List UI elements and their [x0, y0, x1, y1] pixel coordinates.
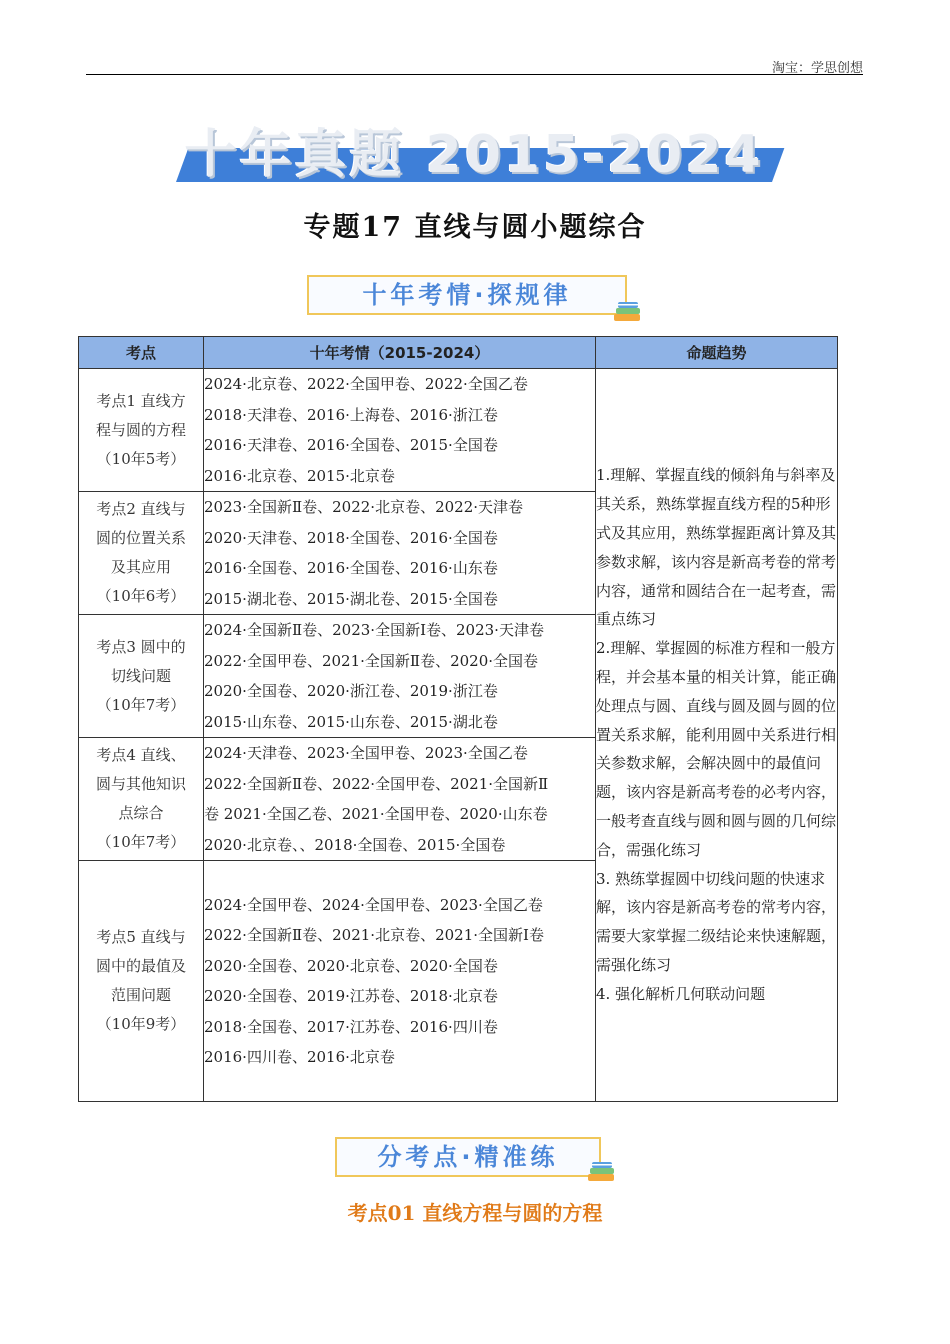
years-line: 2016·全国卷、2016·全国卷、2016·山东卷 [204, 559, 498, 577]
kaodian-cell [79, 861, 204, 1102]
kaodian-line: （10年5考） [96, 449, 186, 468]
years-line: 2020·天津卷、2018·全国卷、2016·全国卷 [204, 528, 498, 547]
kaodian-line: 切线问题 [110, 666, 171, 685]
kaodian-line: 考点1 直线方 [96, 391, 186, 410]
years-line: 2020·全国卷、2020·北京卷、2020·全国卷 [204, 956, 498, 975]
kaodian-line: （10年7考） [96, 695, 186, 714]
section-title: 考点01 直线方程与圆的方程 [347, 1201, 603, 1225]
kaodian-line: 圆的位置关系 [95, 529, 186, 547]
years-line: 卷 2021·全国乙卷、2021·全国甲卷、2020·山东卷 [204, 805, 548, 823]
table-row [79, 369, 838, 492]
years-line: 2016·天津卷、2016·全国卷、2015·全国卷 [204, 436, 498, 454]
header-shop-text: 淘宝：学思创想 [771, 61, 863, 76]
trend-paragraph: 1.理解、掌握直线的倾斜角与斜率及其关系，熟练掌握直线方程的5种形式及其应用，熟练掌握距离计算及其参数求解，该内容是新高考卷的常考内容，通常和圆结合在一起考查，需重点练习 [596, 466, 837, 629]
years-line: 2023·全国新Ⅱ卷、2022·北京卷、2022·天津卷 [204, 498, 524, 516]
kaodian-line: 圆与其他知识 [95, 775, 186, 793]
years-line: 2022·全国新Ⅱ卷、2022·全国甲卷、2021·全国新Ⅱ [204, 774, 549, 793]
kaodian-line: 程与圆的方程 [95, 420, 186, 439]
kaodian-line: 考点3 圆中的 [96, 637, 186, 656]
kaodian-line: 考点2 直线与 [96, 500, 186, 518]
header-ten-year: 十年考情（2015-2024） [204, 337, 596, 369]
years-line: 2024·全国甲卷、2024·全国甲卷、2023·全国乙卷 [204, 895, 543, 914]
kaodian-line: 圆中的最值及 [95, 957, 186, 975]
trend-paragraph: 3. 熟练掌握圆中切线问题的快速求解，该内容是新高考卷的常考内容，需要大家掌握二级结论来快速解题，需强化练习 [596, 869, 837, 974]
banner [176, 112, 772, 184]
years-line: 2015·山东卷、2015·山东卷、2015·湖北卷 [204, 712, 498, 731]
books-icon [586, 1158, 618, 1184]
years-cell [204, 615, 596, 738]
years-line: 2024·北京卷、2022·全国甲卷、2022·全国乙卷 [204, 375, 528, 393]
kaodian-line: （10年6考） [96, 587, 186, 605]
exam-stats-table [78, 336, 838, 1102]
years-line: 2018·全国卷、2017·江苏卷、2016·四川卷 [204, 1017, 498, 1036]
table-header-row [79, 337, 838, 369]
years-cell [204, 738, 596, 861]
years-line: 2022·全国新Ⅱ卷、2021·北京卷、2021·全国新Ⅰ卷 [204, 926, 544, 944]
header-divider [86, 74, 863, 75]
books-icon [612, 298, 644, 324]
kaodian-cell [79, 738, 204, 861]
topic-title: 专题17 直线与圆小题综合 [303, 212, 647, 243]
kaodian-line: 考点5 直线与 [96, 928, 186, 946]
years-line: 2022·全国甲卷、2021·全国新Ⅱ卷、2020·全国卷 [204, 651, 539, 670]
years-cell [204, 861, 596, 1102]
kaodian-line: 点综合 [118, 804, 164, 822]
years-line: 2024·全国新Ⅱ卷、2023·全国新Ⅰ卷、2023·天津卷 [204, 621, 544, 639]
kaodian-line: 及其应用 [110, 558, 171, 576]
kaodian-line: （10年7考） [96, 833, 186, 851]
years-line: 2016·北京卷、2015·北京卷 [204, 466, 395, 485]
trend-text [596, 461, 837, 1008]
header-trend: 命题趋势 [596, 337, 838, 369]
kaodian-line: （10年9考） [96, 1015, 186, 1033]
section-badge-practice: 分考点·精准练 [335, 1137, 601, 1177]
kaodian-cell [79, 369, 204, 492]
kaodian-cell [79, 492, 204, 615]
years-line: 2020·全国卷、2020·浙江卷、2019·浙江卷 [204, 682, 498, 700]
trend-paragraph: 4. 强化解析几何联动问题 [596, 984, 766, 1003]
header-kaodian: 考点 [79, 337, 204, 369]
kaodian-line: 考点4 直线、 [96, 746, 186, 764]
section-badge-ten-year: 十年考情·探规律 [307, 275, 627, 315]
kaodian-cell [79, 615, 204, 738]
years-cell [204, 369, 596, 492]
years-line: 2020·北京卷、、2018·全国卷、2015·全国卷 [204, 835, 506, 854]
years-cell [204, 492, 596, 615]
banner-title: 十年真题 2015-2024 [184, 125, 764, 185]
kaodian-line: 范围问题 [110, 986, 171, 1004]
years-line: 2024·天津卷、2023·全国甲卷、2023·全国乙卷 [204, 744, 528, 762]
years-line: 2020·全国卷、2019·江苏卷、2018·北京卷 [204, 987, 498, 1005]
trend-paragraph: 2.理解、掌握圆的标准方程和一般方程，并会基本量的相关计算，能正确处理点与圆、直线与圆及圆与圆的位置关系求解，能利用圆中关系进行相关参数求解，会解决圆中的最值问题，该内容是新高考卷的必考内容，一般考查直线与圆和圆与圆的几何综合，需强化练习 [596, 639, 837, 859]
years-line: 2015·湖北卷、2015·湖北卷、2015·全国卷 [204, 589, 498, 608]
trend-cell [596, 369, 838, 1102]
years-line: 2016·四川卷、2016·北京卷 [204, 1048, 395, 1066]
years-line: 2018·天津卷、2016·上海卷、2016·浙江卷 [204, 405, 498, 424]
